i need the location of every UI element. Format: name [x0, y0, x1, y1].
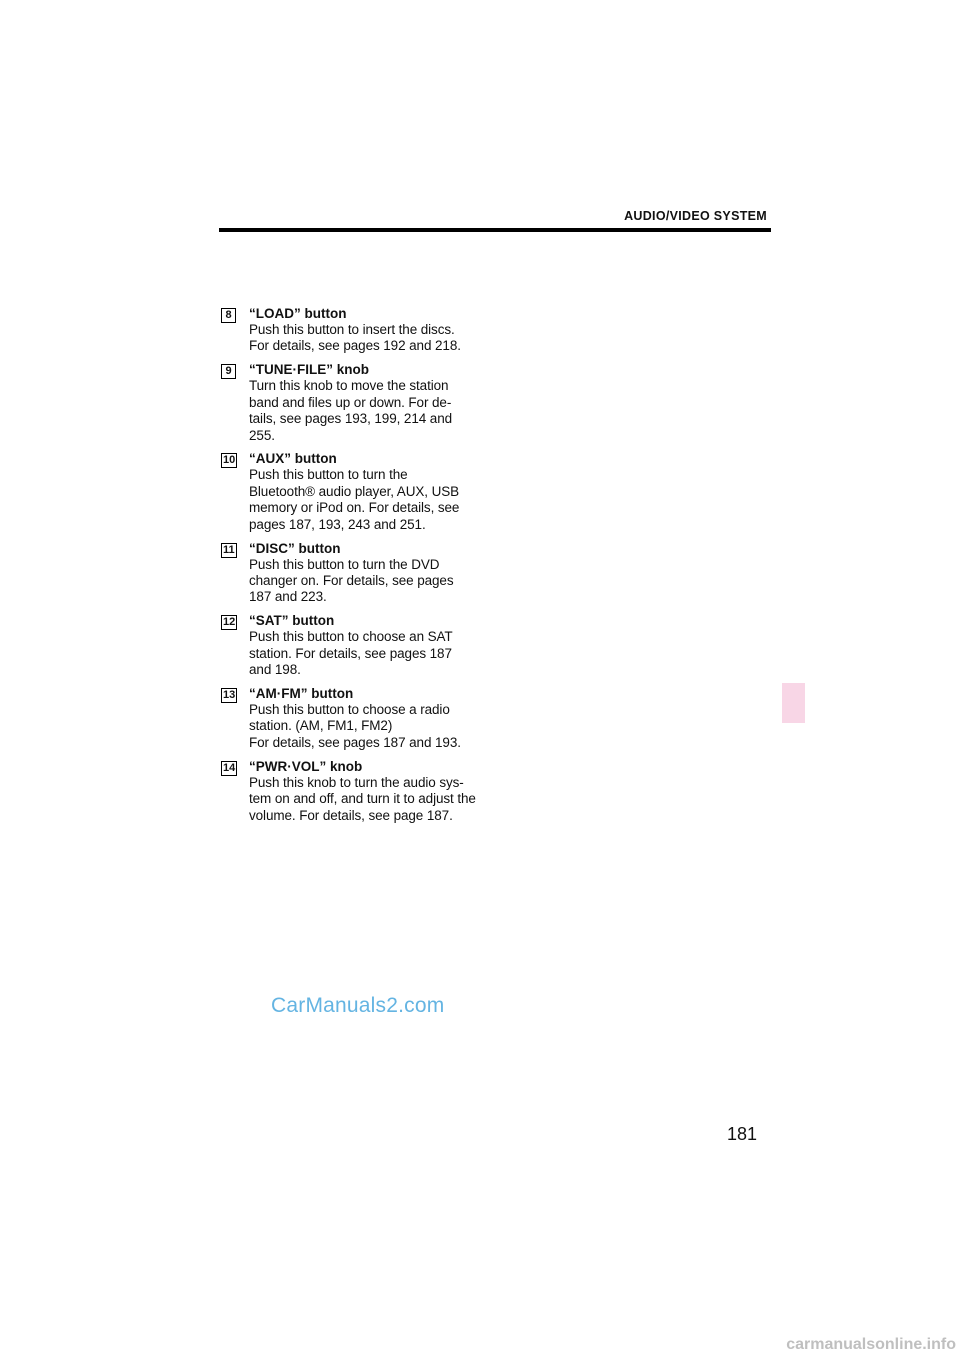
- list-item: [221, 686, 491, 751]
- description-line: 255.: [249, 427, 275, 443]
- item-title: “AUX” button: [249, 451, 337, 467]
- footer-watermark: carmanualsonline.info: [786, 1336, 956, 1353]
- description-line: tails, see pages 193, 199, 214 and: [249, 411, 453, 427]
- description-line: band and files up or down. For de-: [249, 394, 452, 410]
- description-line: memory or iPod on. For details, see: [249, 500, 460, 516]
- item-title: “TUNE·FILE” knob: [249, 362, 369, 378]
- item-number-badge: 8: [221, 308, 236, 323]
- description-line: and 198.: [249, 662, 301, 678]
- item-description: [249, 775, 491, 824]
- item-description: [249, 557, 491, 606]
- description-line: Push this button to turn the: [249, 467, 408, 483]
- list-item: [221, 306, 491, 355]
- item-number-badge: 10: [223, 454, 236, 467]
- list-item: [221, 451, 491, 533]
- item-title: “SAT” button: [249, 613, 335, 629]
- description-line: For details, see pages 192 and 218.: [249, 338, 461, 354]
- item-description: [249, 378, 491, 444]
- section-header: AUDIO/VIDEO SYSTEM: [624, 209, 767, 223]
- description-line: 187 and 223.: [249, 589, 327, 605]
- item-number-badge: 12: [223, 616, 236, 629]
- description-line: Bluetooth® audio player, AUX, USB: [249, 483, 460, 499]
- description-line: For details, see pages 187 and 193.: [249, 734, 461, 750]
- item-description: [249, 322, 491, 355]
- item-title: “LOAD” button: [249, 306, 347, 321]
- item-description: [249, 702, 491, 751]
- list-item: [221, 362, 491, 444]
- item-number-badge: 11: [223, 543, 235, 556]
- item-title: “AM·FM” button: [249, 686, 354, 701]
- description-line: pages 187, 193, 243 and 251.: [249, 516, 426, 532]
- item-description: [249, 467, 491, 533]
- page-number: 181: [726, 1124, 757, 1144]
- description-line: Push this button to insert the discs.: [249, 322, 455, 337]
- item-number-badge: 14: [223, 761, 236, 774]
- item-number-badge: 13: [223, 689, 236, 701]
- list-item: [221, 759, 491, 824]
- list-item: [221, 613, 491, 678]
- description-line: volume. For details, see page 187.: [249, 807, 453, 823]
- description-line: Push this button to turn the DVD: [249, 556, 440, 572]
- description-line: station. For details, see pages 187: [249, 645, 452, 661]
- item-title: “PWR·VOL” knob: [249, 758, 363, 774]
- item-description: [249, 629, 491, 678]
- description-line: Push this button to choose an SAT: [249, 629, 453, 645]
- chapter-tab: [782, 683, 805, 723]
- description-line: changer on. For details, see pages: [249, 572, 454, 588]
- description-line: Push this knob to turn the audio sys-: [249, 774, 464, 790]
- list-item: [221, 541, 491, 606]
- description-line: Turn this knob to move the station: [249, 378, 449, 394]
- description-line: tem on and off, and turn it to adjust the: [249, 791, 476, 807]
- watermark-logo: CarManuals2.com: [271, 994, 445, 1017]
- header-rule: [219, 228, 771, 232]
- description-line: station. (AM, FM1, FM2): [249, 718, 393, 734]
- item-list: [221, 306, 491, 831]
- item-title: “DISC” button: [249, 540, 341, 556]
- item-number-badge: 9: [221, 364, 236, 379]
- description-line: Push this button to choose a radio: [249, 702, 450, 717]
